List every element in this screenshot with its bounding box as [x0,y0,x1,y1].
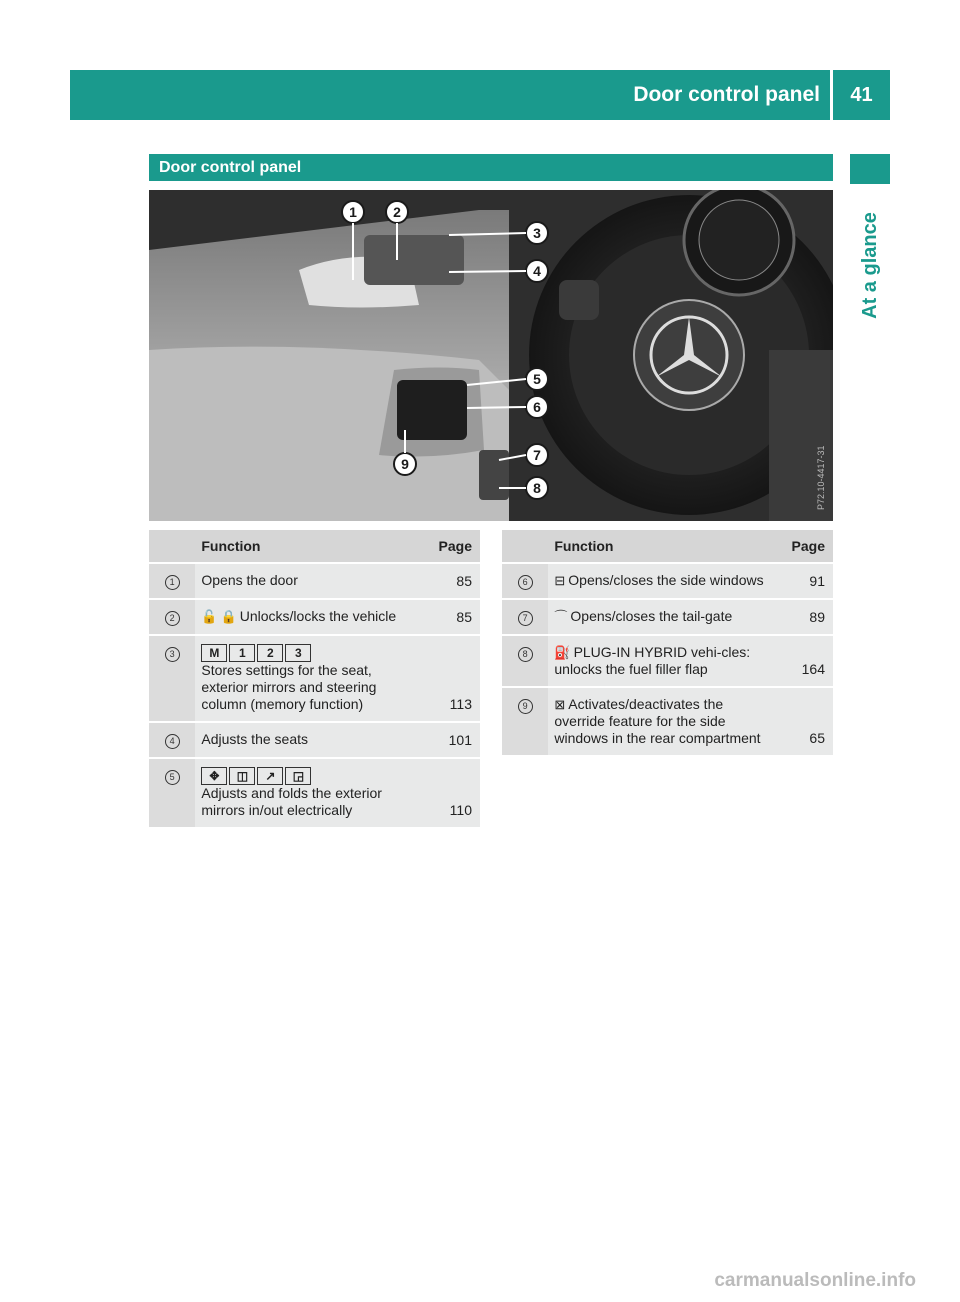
row-page: 113 [419,636,480,721]
side-tab [850,190,890,340]
row-number-circle: 3 [165,647,180,662]
row-number [502,600,548,634]
row-function-text: Unlocks/locks the vehicle [239,608,397,624]
row-number-circle: 2 [165,611,180,626]
callout-1: 1 [349,204,357,220]
button-symbol-icon: ⊠ [554,697,566,712]
callout-9: 9 [401,456,409,472]
button-symbol-icon: 2 [257,644,283,662]
row-function [548,600,771,634]
table-row [502,564,833,598]
button-symbol-icon: ⛽ [554,645,571,660]
table-row [502,636,833,686]
side-tab-label: At a glance [858,211,881,319]
row-number-circle: 1 [165,575,180,590]
side-tab-block [850,154,890,184]
callout-6: 6 [533,399,541,415]
row-number-circle: 4 [165,734,180,749]
row-number [149,723,195,757]
table-row [502,600,833,634]
row-function [548,564,771,598]
row-function [548,688,771,755]
callout-8: 8 [533,480,541,496]
row-function [548,636,771,686]
header-num [502,530,548,562]
button-symbol-icon: ⌒ [554,609,568,624]
row-function-text: Stores settings for the seat, exterior mirrors and steering column (memory function) [201,662,377,712]
table-row [149,636,480,721]
door-panel-illustration [149,190,833,521]
row-number-circle: 9 [518,699,533,714]
callout-7: 7 [533,447,541,463]
button-symbol-icon: ↗ [257,767,283,785]
callout-3: 3 [533,225,541,241]
row-function-text: Opens the door [201,572,298,588]
table-row [502,688,833,755]
row-function [195,723,418,757]
button-symbol-icon: ⊟ [554,573,566,588]
table-header-row [502,530,833,562]
row-function-text: Opens/closes the tail-gate [570,608,733,624]
row-function-text: Activates/deactivates the override feature for the side windows in the rear compartment [554,696,761,746]
row-number [149,636,195,721]
table-row [149,564,480,598]
row-page: 89 [772,600,833,634]
row-number-circle: 5 [165,770,180,785]
row-page: 85 [419,564,480,598]
button-symbol-icon: 1 [229,644,255,662]
row-page: 85 [419,600,480,634]
row-page: 110 [419,759,480,827]
photo-code: P72.10-4417-31 [816,445,826,510]
row-number [149,564,195,598]
page-number: 41 [850,83,873,106]
row-page: 65 [772,688,833,755]
button-symbol-icon: 🔓 [201,609,218,624]
table-header-row [149,530,480,562]
header-function: Function [548,530,771,562]
row-function [195,564,418,598]
row-number-circle: 6 [518,575,533,590]
callout-4: 4 [533,263,541,279]
table-row [149,723,480,757]
row-number [149,600,195,634]
header-title: Door control panel [633,83,820,106]
header-num [149,530,195,562]
button-symbol-icon: ◫ [229,767,255,785]
row-number-circle: 8 [518,647,533,662]
row-function-text: Adjusts and folds the exterior mirrors in/out electrically [201,785,382,818]
header-page: Page [772,530,833,562]
function-table-right [502,528,833,757]
row-function-text: Adjusts the seats [201,731,308,747]
row-number [502,636,548,686]
button-symbol-icon: ✥ [201,767,227,785]
table-row [149,759,480,827]
row-number [502,564,548,598]
section-title: Door control panel [149,154,833,181]
button-symbol-icon: M [201,644,227,662]
table-row [149,600,480,634]
footer-watermark: carmanualsonline.info [714,1270,916,1291]
row-page: 91 [772,564,833,598]
door-panel-photo [149,190,833,521]
row-function-text: PLUG-IN HYBRID vehi-cles: unlocks the fuel filler flap [554,644,751,677]
row-function [195,759,418,827]
button-symbol-icon: 3 [285,644,311,662]
function-table-left [149,528,480,829]
row-function [195,600,418,634]
button-symbol-icon: ◲ [285,767,311,785]
header-page: Page [419,530,480,562]
callout-5: 5 [533,371,541,387]
row-function [195,636,418,721]
callout-2: 2 [393,204,401,220]
header-function: Function [195,530,418,562]
row-page: 101 [419,723,480,757]
row-number-circle: 7 [518,611,533,626]
row-page: 164 [772,636,833,686]
row-number [149,759,195,827]
row-number [502,688,548,755]
row-function-text: Opens/closes the side windows [568,572,764,588]
button-symbol-icon: 🔒 [220,609,237,624]
